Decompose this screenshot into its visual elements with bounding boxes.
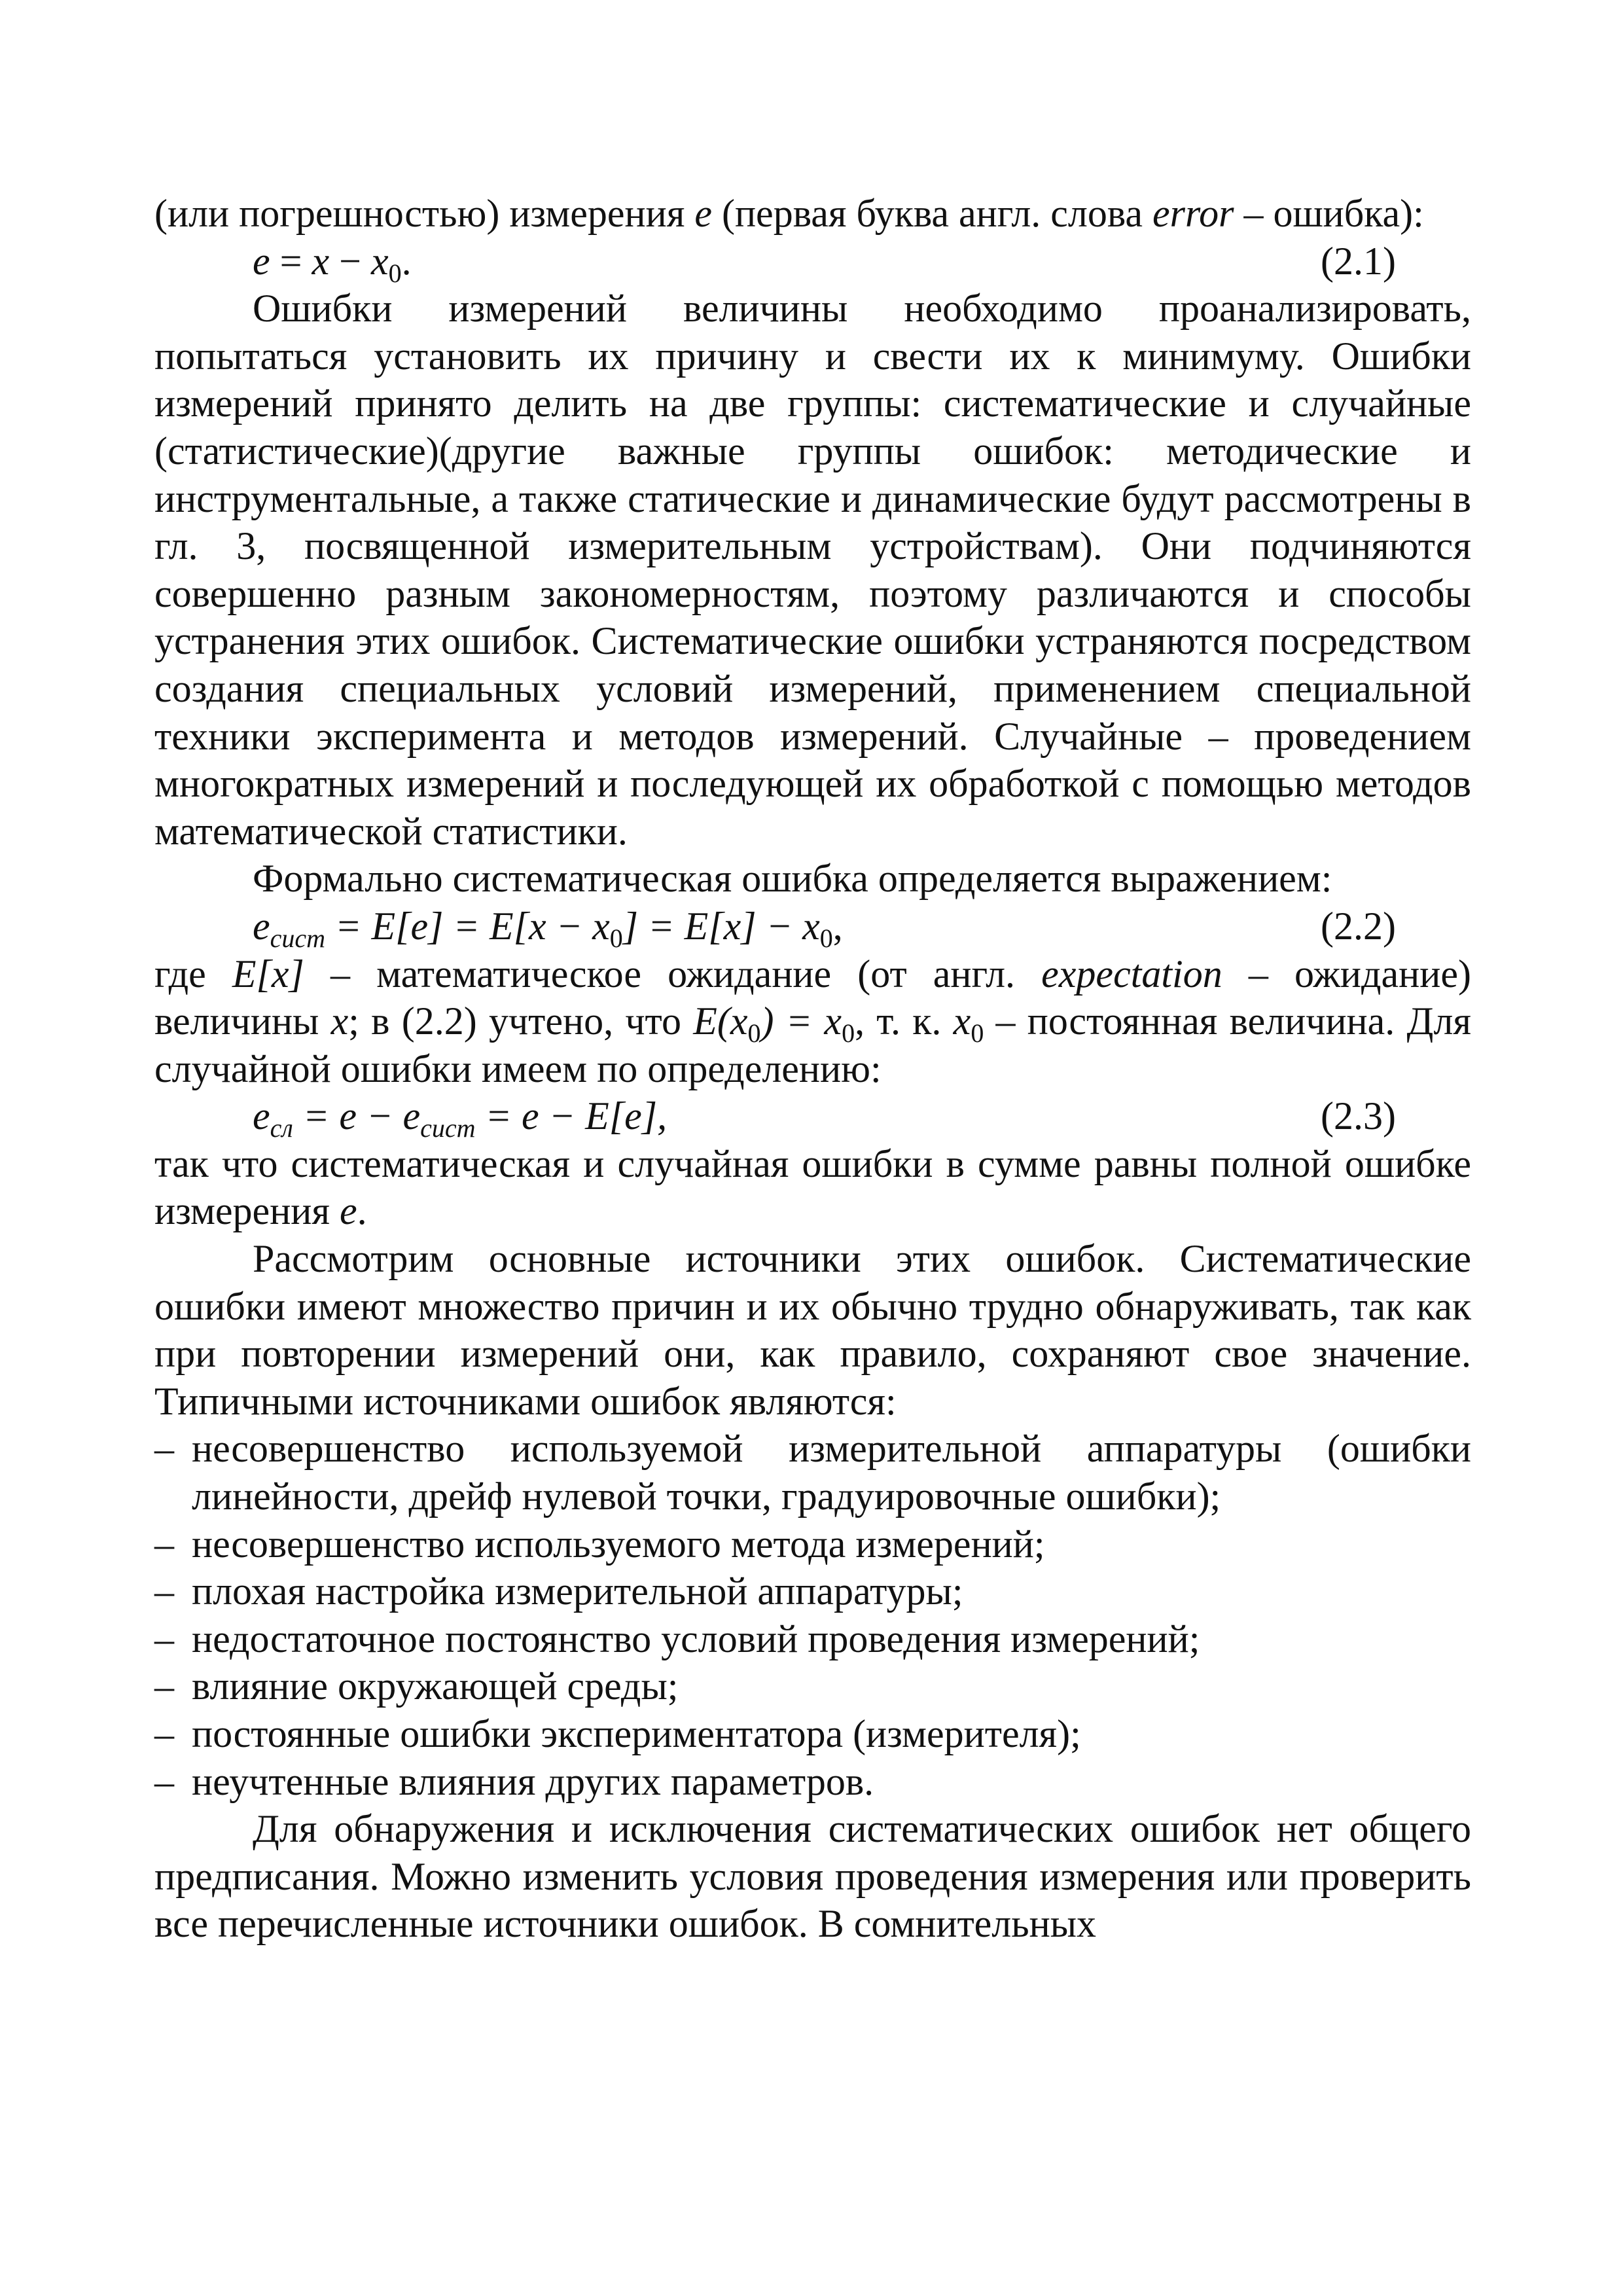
- equation-2-2: [154, 903, 1471, 953]
- equation-2-3: [154, 1092, 1471, 1143]
- equation-body: $e = x - x_0$.: [253, 239, 412, 288]
- text-run: – ошибка):: [1234, 192, 1424, 235]
- paragraph-formal-definition: Формально систематическая ошибка определяется выражением:: [253, 857, 1332, 901]
- paragraph-sources: Рассмотрим основные источники этих ошибок. Систематические ошибки имеют множество причин и их обычно трудно обнаруживать, так как при повторении измерений они, как правило, сохраняют свое значение. Типичными источниками ошибок являются:: [154, 1237, 1471, 1423]
- list-item: – влияние окружающей среды;: [154, 1662, 1471, 1710]
- list-item: – недостаточное постоянство условий проведения измерений;: [154, 1615, 1471, 1663]
- term-error: error: [1152, 192, 1234, 235]
- dash-bullet: –: [154, 1664, 174, 1708]
- dash-bullet: –: [154, 1712, 174, 1755]
- list-item: – несовершенство используемого метода измерений;: [154, 1520, 1471, 1568]
- paragraph-detection: Для обнаружения и исключения систематических ошибок нет общего предписания. Можно изменить условия проведения измерения или проверить все перечисленные источники ошибок. В сомнительных: [154, 1807, 1471, 1946]
- list-item: – постоянные ошибки экспериментатора (измерителя);: [154, 1710, 1471, 1758]
- paragraph-intro: [154, 190, 1471, 238]
- dash-bullet: –: [154, 1617, 174, 1660]
- paragraph-sum: так что систематическая и случайная ошибки в сумме равны полной ошибке измерения e.: [154, 1141, 1471, 1233]
- dash-bullet: –: [154, 1570, 174, 1613]
- error-sources-list: [154, 1425, 1471, 1805]
- symbol-e: e: [694, 192, 712, 235]
- text-run: (или погрешностью) измерения: [154, 192, 695, 235]
- equation-number: (2.1): [1321, 239, 1396, 283]
- list-item: – неучтенные влияния других параметров.: [154, 1758, 1471, 1806]
- text-block: [154, 190, 1471, 1948]
- dash-bullet: –: [154, 1759, 174, 1803]
- list-item: – несовершенство используемой измерительной аппаратуры (ошибки линейности, дрейф нулевой точки, градуировочные ошибки);: [154, 1425, 1471, 1520]
- term-expectation: expectation: [1041, 952, 1222, 996]
- equation-number: (2.2): [1321, 904, 1396, 948]
- equation-body: $e_{сист} = E[e] = E[x - x_0] = E[x] - x_0$,: [253, 904, 843, 953]
- paragraph-expectation: где E[x] – математическое ожидание (от англ. expectation – ожидание) величины x; в (2.2) учтено, что $E(x_0) = x_0$, т. к. $x_0$ – постоянная величина. Для случайной ошибки имеем по определению:: [154, 952, 1472, 1090]
- equation-body: $e_{сл} = e - e_{сист} = e - E[e]$,: [253, 1094, 668, 1143]
- equation-number: (2.3): [1321, 1094, 1396, 1138]
- dash-bullet: –: [154, 1427, 174, 1471]
- text-run: (первая буква англ. слова: [711, 192, 1153, 235]
- dash-bullet: –: [154, 1522, 174, 1566]
- equation-2-1: [154, 238, 1471, 288]
- list-item: – плохая настройка измерительной аппаратуры;: [154, 1568, 1471, 1615]
- paragraph-error-types: Ошибки измерений величины необходимо проанализировать, попытаться установить их причину и свести их к минимуму. Ошибки измерений принято делить на две группы: систематические и случайные (статистические)(другие важные группы ошибок: методические и инструментальные, а также статические и динамические будут рассмотрены в гл. 3, посвященной измерительным устройствам). Они подчиняются совершенно разным закономерностям, поэтому различаются и способы устранения этих ошибок. Систематические ошибки устраняются посредством создания специальных условий измерений, применением специальной техники эксперимента и методов измерений. Случайные – проведением многократных измерений и последующей их обработкой с помощью методов математической статистики.: [154, 287, 1471, 853]
